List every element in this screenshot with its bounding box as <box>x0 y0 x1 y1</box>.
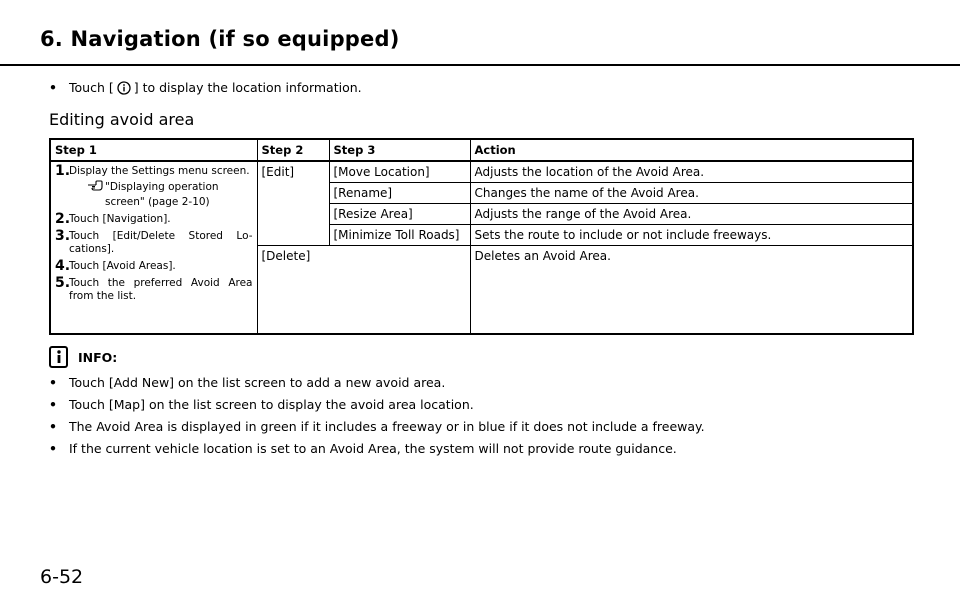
step3-cell: [Move Location] <box>329 161 470 183</box>
step-text: Touch [Edit/Delete Stored Lo-cations]. <box>69 230 253 255</box>
step-text: Touch [Navigation]. <box>69 213 171 225</box>
info-circle-icon <box>117 81 131 98</box>
list-item <box>49 397 705 412</box>
section-title: Editing avoid area <box>49 110 195 129</box>
header-step2: Step 2 <box>257 139 329 161</box>
step1-item <box>55 165 253 209</box>
step3-cell: [Rename] <box>329 183 470 204</box>
list-item <box>49 419 705 434</box>
action-cell: Adjusts the range of the Avoid Area. <box>470 204 913 225</box>
info-icon <box>49 346 68 368</box>
step1-item <box>55 277 253 303</box>
info-label: INFO: <box>78 349 118 365</box>
step-number: 5. <box>55 275 71 291</box>
steps-table <box>49 138 914 335</box>
list-item <box>49 441 705 456</box>
action-cell: Sets the route to include or not include freeways. <box>470 225 913 246</box>
action-cell: Deletes an Avoid Area. <box>470 246 913 334</box>
top-bullet-suffix: ] to display the location information. <box>133 80 362 95</box>
step-number: 4. <box>55 258 71 274</box>
step-number: 3. <box>55 228 71 244</box>
table-header-row <box>50 139 913 161</box>
step3-cell: [Resize Area] <box>329 204 470 225</box>
pointing-hand-icon <box>87 180 103 196</box>
header-step1: Step 1 <box>50 139 257 161</box>
top-bullet-prefix: Touch [ <box>69 80 114 95</box>
action-cell: Adjusts the location of the Avoid Area. <box>470 161 913 183</box>
step3-cell: [Minimize Toll Roads] <box>329 225 470 246</box>
info-heading <box>49 346 117 368</box>
step1-item <box>55 230 253 256</box>
list-item-text: Touch [Map] on the list screen to display the avoid area location. <box>69 397 474 412</box>
list-item-text: Touch [Add New] on the list screen to add a new avoid area. <box>69 375 446 390</box>
top-bullet <box>49 80 362 98</box>
bullet-dot: • <box>49 375 57 390</box>
step-number: 1. <box>55 163 71 179</box>
step-text: Display the Settings menu screen. <box>69 165 250 177</box>
step1-item <box>55 260 253 273</box>
list-item-text: If the current vehicle location is set to an Avoid Area, the system will not provide route guidance. <box>69 441 677 456</box>
bullet-dot: • <box>49 441 57 456</box>
table-row <box>50 161 913 183</box>
step-text: Touch the preferred Avoid Area from the list. <box>69 277 253 302</box>
step-text: Touch [Avoid Areas]. <box>69 260 176 272</box>
step2-edit-cell: [Edit] <box>257 161 329 246</box>
list-item <box>49 375 705 390</box>
action-cell: Changes the name of the Avoid Area. <box>470 183 913 204</box>
bullet-dot: • <box>49 80 57 95</box>
bullet-dot: • <box>49 397 57 412</box>
page-reference[interactable] <box>87 180 253 209</box>
header-rule <box>0 64 960 66</box>
list-item-text: The Avoid Area is displayed in green if it includes a freeway or in blue if it does not include a freeway. <box>69 419 705 434</box>
page-number: 6-52 <box>40 566 84 588</box>
reference-text-line1: "Displaying operation <box>105 181 219 193</box>
reference-text-line2: screen" (page 2-10) <box>105 196 210 208</box>
step1-item <box>55 213 253 226</box>
bullet-dot: • <box>49 419 57 434</box>
page-header-title: 6. Navigation (if so equipped) <box>40 27 400 51</box>
step1-cell <box>50 161 257 334</box>
header-action: Action <box>470 139 913 161</box>
step2-delete-cell: [Delete] <box>257 246 470 334</box>
step-number: 2. <box>55 211 71 227</box>
header-step3: Step 3 <box>329 139 470 161</box>
info-bullet-list <box>49 375 705 463</box>
